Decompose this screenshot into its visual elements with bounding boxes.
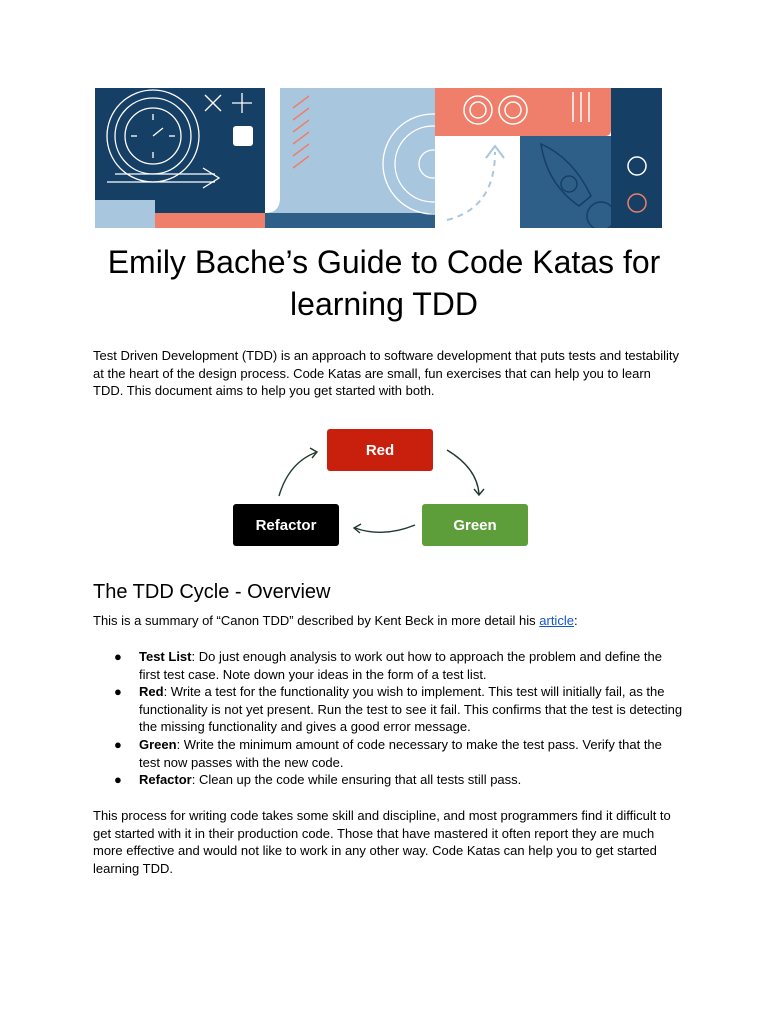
list-item-test-list [93, 648, 683, 683]
bullet-icon: ● [114, 736, 122, 752]
bullet-icon: ● [114, 772, 122, 788]
step-term: Green [139, 736, 177, 752]
refactor-stage-box: Refactor [233, 504, 339, 546]
step-text: : Do just enough analysis to work out how to approach the problem and define the first test case. Note down your ideas in the form of a test list. [139, 649, 662, 682]
summary-colon: : [573, 613, 578, 628]
closing-paragraph: This process for writing code takes some skill and discipline, and most programmers find it difficult to get started with it in their production code. Those that have mastered it often report they are much more effective and would not like to work in any other way. Code Katas can help you to get started learning TDD. [93, 808, 671, 876]
document-title: Emily Bache’s Guide to Code Katas for learning TDD [107, 244, 661, 322]
summary-paragraph [93, 612, 683, 630]
list-item-green [93, 736, 683, 771]
step-term: Test List [139, 649, 192, 664]
list-item-refactor [93, 771, 683, 789]
step-text: : Write the minimum amount of code necessary to make the test pass. Verify that the test now passes with the new code. [139, 736, 662, 770]
step-text: : Clean up the code while ensuring that all tests still pass. [191, 772, 522, 788]
step-term: Refactor [139, 772, 192, 788]
section-heading: The TDD Cycle - Overview [93, 581, 331, 603]
tdd-cycle-diagram [225, 420, 545, 555]
list-item-red [93, 683, 683, 736]
summary-text: This is a summary of “Canon TDD” described by Kent Beck in more detail his [93, 613, 540, 628]
red-stage-box: Red [327, 429, 433, 471]
green-stage-box: Green [422, 504, 528, 546]
banner-illustration [95, 88, 662, 228]
bullet-icon: ● [114, 684, 122, 700]
article-link[interactable]: article [539, 613, 574, 628]
intro-paragraph: Test Driven Development (TDD) is an approach to software development that puts tests and testability at the heart of the design process. Code Katas are small, fun exercises that can help you to learn TDD. This document aims to help you get started with both. [93, 348, 680, 399]
step-text: : Write a test for the functionality you wish to implement. This test will initially fail, as the functionality is not yet present. Run the test to see it fail. This confirms that the test is detecting the missing functionality and gives a good error message. [139, 684, 683, 735]
bullet-icon: ● [114, 649, 122, 664]
step-term: Red [139, 684, 164, 700]
tdd-steps-list [93, 648, 683, 789]
